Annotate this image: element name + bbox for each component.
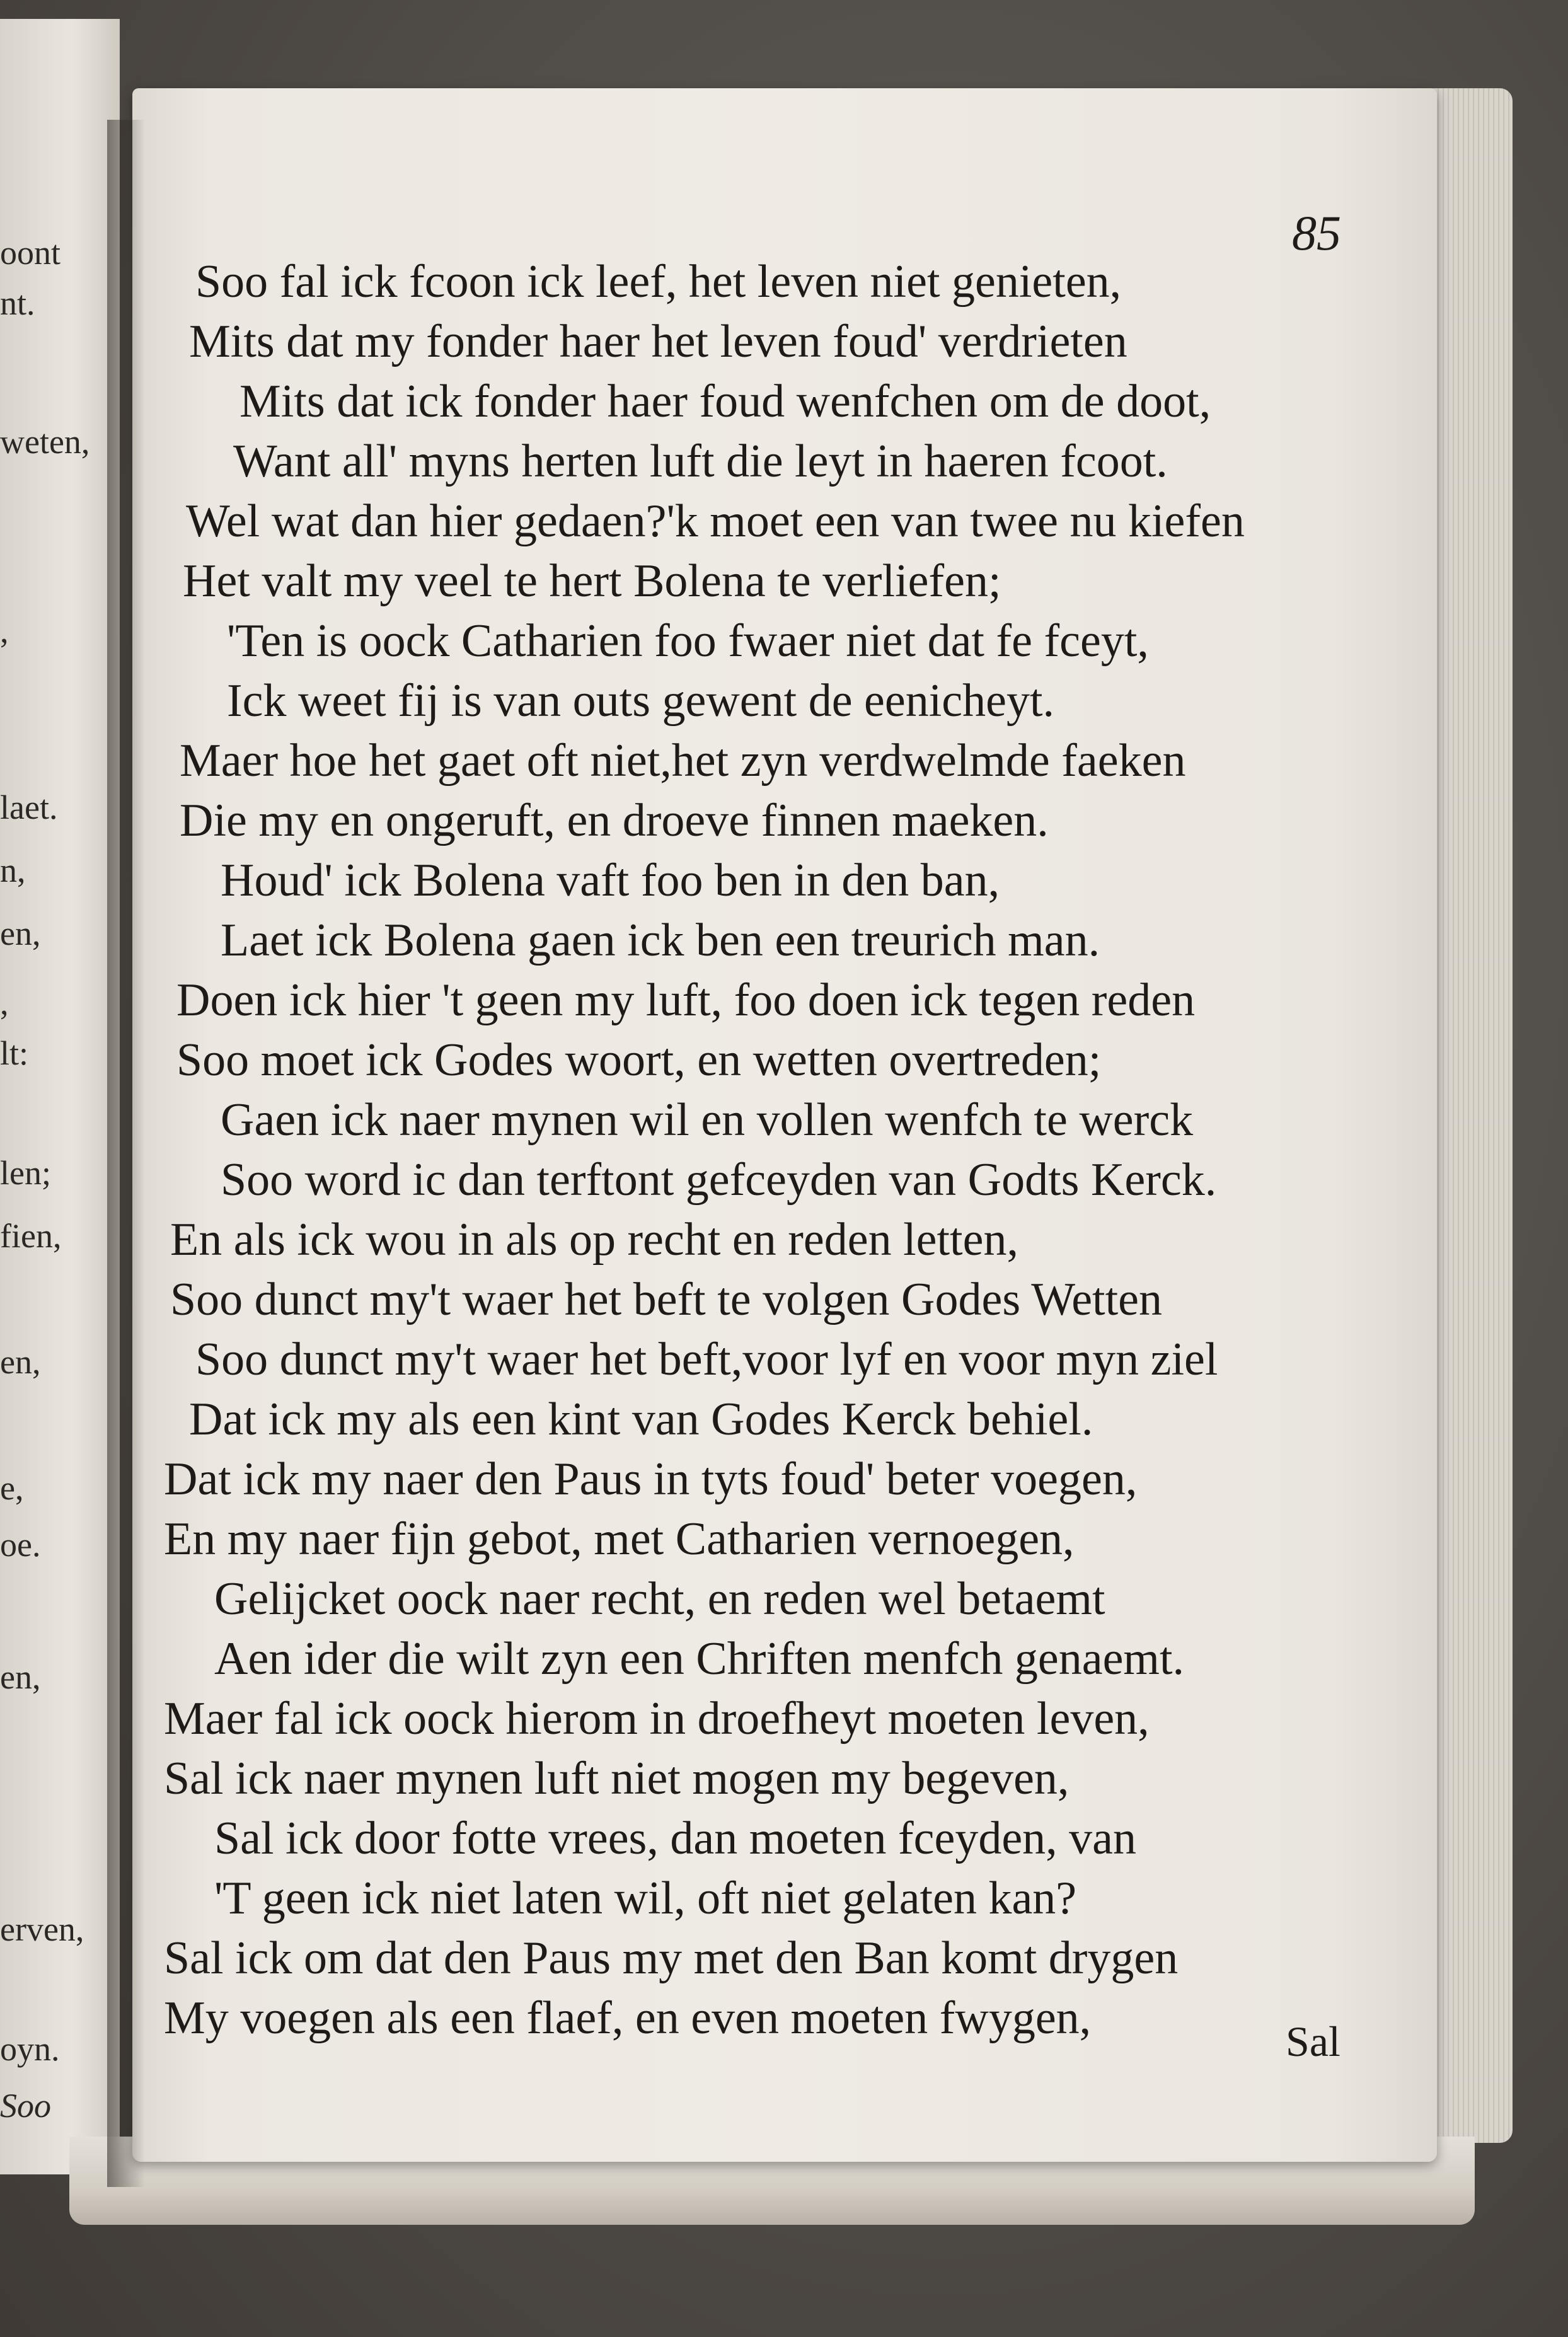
poem-line: Soo moet ick Godes woort, en wetten overtreden; [176, 1034, 1102, 1086]
left-fragment: e, [0, 1469, 24, 1507]
poem-line: Sal ick om dat den Paus my met den Ban komt drygen [164, 1932, 1179, 1984]
left-fragment: oyn. [0, 2030, 60, 2068]
poem-line: Want all' myns herten luft die leyt in haeren fcoot. [233, 436, 1168, 487]
left-fragment: laet. [0, 788, 58, 826]
poem-line: Sal ick naer mynen luft niet mogen my begeven, [164, 1753, 1069, 1804]
poem-line: Ick weet fij is van outs gewent de eenicheyt. [227, 675, 1055, 727]
poem-line: Gaen ick naer mynen wil en vollen wenfch te werck [221, 1094, 1194, 1146]
left-fragment: en, [0, 1658, 41, 1696]
left-fragment: lt: [0, 1034, 29, 1072]
catchword: Sal [1286, 2017, 1340, 2065]
poem-line: Aen ider die wilt zyn een Chriften menfch genaemt. [214, 1633, 1185, 1685]
poem-line: Doen ick hier 't geen my luft, foo doen ick tegen reden [176, 974, 1196, 1026]
page-number: 85 [1292, 205, 1341, 260]
poem-line: Sal ick door fotte vrees, dan moeten fceyden, van [214, 1813, 1137, 1864]
left-fragment: fien, [0, 1217, 62, 1255]
poem-line: Dat ick my als een kint van Godes Kerck behiel. [189, 1394, 1093, 1445]
left-fragment: nt. [0, 284, 35, 322]
poem-line: Wel wat dan hier gedaen?'k moet een van twee nu kiefen [186, 495, 1245, 547]
left-fragment: , [0, 612, 9, 650]
poem-line: Maer hoe het gaet oft niet,het zyn verdwelmde faeken [180, 735, 1186, 787]
poem-line: Die my en ongeruft, en droeve finnen maeken. [180, 795, 1049, 846]
left-fragment: en, [0, 1343, 41, 1381]
left-fragment: n, [0, 851, 26, 889]
left-fragment: en, [0, 915, 41, 952]
left-fragment: Soo [0, 2087, 51, 2125]
poem-line: Soo dunct my't waer het beft te volgen Godes Wetten [170, 1274, 1163, 1325]
left-fragment: , [0, 984, 9, 1022]
poem-line: Soo fal ick fcoon ick leef, het leven niet genieten, [195, 256, 1122, 308]
poem-line: Gelijcket oock naer recht, en reden wel betaemt [214, 1573, 1105, 1625]
poem-line: Mits dat my fonder haer het leven foud' verdrieten [189, 316, 1127, 367]
poem-line: En my naer fijn gebot, met Catharien vernoegen, [164, 1513, 1075, 1565]
poem-line: Laet ick Bolena gaen ick ben een treurich man. [221, 915, 1100, 966]
poem-text [132, 88, 1437, 2162]
poem-line: Mits dat ick fonder haer foud wenfchen om de doot, [239, 376, 1211, 427]
poem-line: My voegen als een flaef, en even moeten fwygen, [164, 1992, 1092, 2044]
left-fragment: oe. [0, 1526, 41, 1564]
poem-line: En als ick wou in als op recht en reden letten, [170, 1214, 1018, 1266]
poem-line: Dat ick my naer den Paus in tyts foud' beter voegen, [164, 1453, 1138, 1505]
poem-line: Soo word ic dan terftont gefceyden van Godts Kerck. [221, 1154, 1217, 1206]
poem-line: Het valt my veel te hert Bolena te verliefen; [183, 555, 1001, 607]
poem-line: Maer fal ick oock hierom in droefheyt moeten leven, [164, 1693, 1150, 1745]
left-fragment: weten, [0, 423, 90, 461]
poem-line: 'Ten is oock Catharien foo fwaer niet dat fe fceyt, [227, 615, 1149, 667]
poem-line: Houd' ick Bolena vaft foo ben in den ban, [221, 855, 1000, 906]
left-facing-page [0, 19, 120, 2174]
left-fragment: erven, [0, 1910, 84, 1948]
left-fragment: oont [0, 234, 61, 272]
gutter-shadow [107, 120, 145, 2187]
left-fragment: len; [0, 1154, 51, 1192]
poem-line: Soo dunct my't waer het beft,voor lyf en voor myn ziel [195, 1334, 1218, 1385]
poem-line: 'T geen ick niet laten wil, oft niet gelaten kan? [214, 1872, 1077, 1924]
book-page [132, 88, 1437, 2162]
